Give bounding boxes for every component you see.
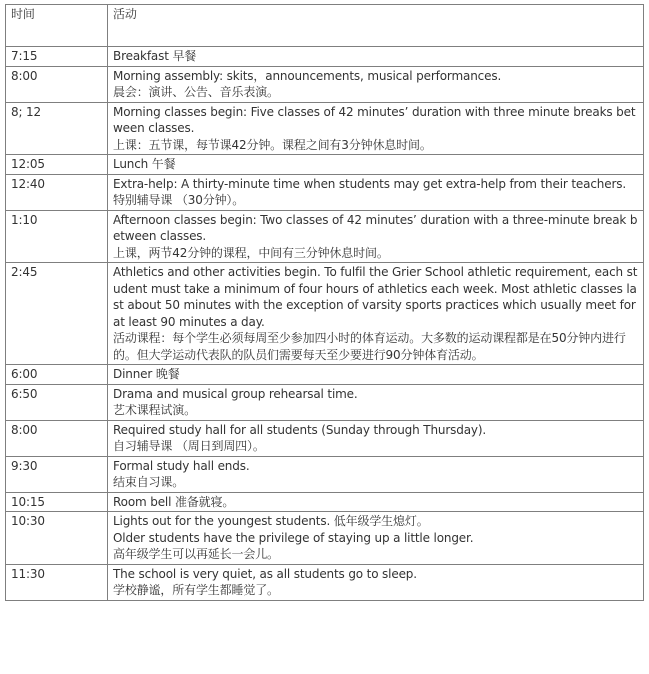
activity-cell xyxy=(108,155,644,175)
activity-line: 活动课程：每个学生必须每周至少参加四小时的体育运动。大多数的运动课程都是在50分钟内进行的。但大学运动代表队的队员们需要每天至少要进行90分钟体育活动。 xyxy=(113,331,626,362)
activity-line: 上课，两节42分钟的课程，中间有三分钟休息时间。 xyxy=(113,245,389,260)
table-row xyxy=(6,263,644,365)
time-cell: 11:30 xyxy=(6,564,108,600)
activity-line: Dinner 晚餐 xyxy=(113,367,180,381)
time-cell: 9:30 xyxy=(6,456,108,492)
table-row xyxy=(6,47,644,67)
activity-line: Athletics and other activities begin. To fulfil the Grier School athletic requirement, each student must take a minimum of four hours of athletics each week. Most athletic classes last about 50 minutes with the exception of varsity sports practices which usually meet for at least 90 minutes a day. xyxy=(113,265,638,329)
table-row xyxy=(6,456,644,492)
activity-line: 上课：五节课，每节课42分钟。课程之间有3分钟休息时间。 xyxy=(113,137,432,152)
time-cell: 6:50 xyxy=(6,384,108,420)
time-cell: 8; 12 xyxy=(6,102,108,155)
activity-line: Extra-help: A thirty-minute time when students may get extra-help from their teachers. 特别辅导课 （30分钟）。 xyxy=(113,176,627,207)
activity-line: Drama and musical group rehearsal time. xyxy=(113,386,358,401)
activity-cell xyxy=(108,512,644,565)
table-row xyxy=(6,365,644,385)
activity-cell xyxy=(108,174,644,210)
activity-cell xyxy=(108,263,644,365)
activity-line: Older students have the privilege of staying up a little longer. xyxy=(113,530,474,545)
time-cell: 12:05 xyxy=(6,155,108,175)
table-row xyxy=(6,564,644,600)
table-row xyxy=(6,420,644,456)
header-activity: 活动 xyxy=(108,5,644,47)
table-row xyxy=(6,512,644,565)
table-row xyxy=(6,155,644,175)
activity-line: Lunch 午餐 xyxy=(113,157,176,171)
activity-line: 自习辅导课 （周日到周四）。 xyxy=(113,439,265,453)
activity-line: 结束自习课。 xyxy=(113,475,185,489)
activity-cell xyxy=(108,66,644,102)
activity-cell xyxy=(108,420,644,456)
time-cell: 7:15 xyxy=(6,47,108,67)
table-row xyxy=(6,102,644,155)
time-cell: 8:00 xyxy=(6,66,108,102)
activity-cell xyxy=(108,210,644,263)
table-row xyxy=(6,66,644,102)
table-row xyxy=(6,174,644,210)
table-row xyxy=(6,210,644,263)
activity-cell xyxy=(108,102,644,155)
table-row xyxy=(6,384,644,420)
activity-cell xyxy=(108,492,644,512)
schedule-table xyxy=(5,4,644,601)
table-row xyxy=(6,492,644,512)
time-cell: 2:45 xyxy=(6,263,108,365)
activity-line: Lights out for the youngest students. 低年级学生熄灯。 xyxy=(113,514,429,528)
activity-line: 高年级学生可以再延长一会儿。 xyxy=(113,547,279,561)
activity-cell xyxy=(108,365,644,385)
time-cell: 6:00 xyxy=(6,365,108,385)
activity-line: The school is very quiet, as all students go to sleep. xyxy=(113,566,417,581)
time-cell: 12:40 xyxy=(6,174,108,210)
time-cell: 1:10 xyxy=(6,210,108,263)
time-cell: 10:15 xyxy=(6,492,108,512)
header-time: 时间 xyxy=(6,5,108,47)
activity-line: Required study hall for all students (Sunday through Thursday). xyxy=(113,422,487,437)
activity-line: Formal study hall ends. xyxy=(113,458,250,473)
activity-cell xyxy=(108,564,644,600)
header-row xyxy=(6,5,644,47)
activity-line: Morning classes begin: Five classes of 42 minutes’ duration with three minute breaks between classes. xyxy=(113,104,636,135)
activity-line: 晨会：演讲、公告、音乐表演。 xyxy=(113,85,279,99)
time-cell: 8:00 xyxy=(6,420,108,456)
schedule-body xyxy=(6,5,644,601)
activity-line: Afternoon classes begin: Two classes of 42 minutes’ duration with a three-minute break between classes. xyxy=(113,212,638,243)
activity-cell xyxy=(108,456,644,492)
activity-line: Room bell 准备就寝。 xyxy=(113,494,235,509)
activity-line: Morning assembly: skits，announcements, musical performances. xyxy=(113,68,502,83)
activity-cell xyxy=(108,384,644,420)
time-cell: 10:30 xyxy=(6,512,108,565)
activity-line: 学校静谧，所有学生都睡觉了。 xyxy=(113,583,279,597)
activity-line: Breakfast 早餐 xyxy=(113,49,197,63)
activity-line: 艺术课程试演。 xyxy=(113,403,196,417)
activity-cell xyxy=(108,47,644,67)
